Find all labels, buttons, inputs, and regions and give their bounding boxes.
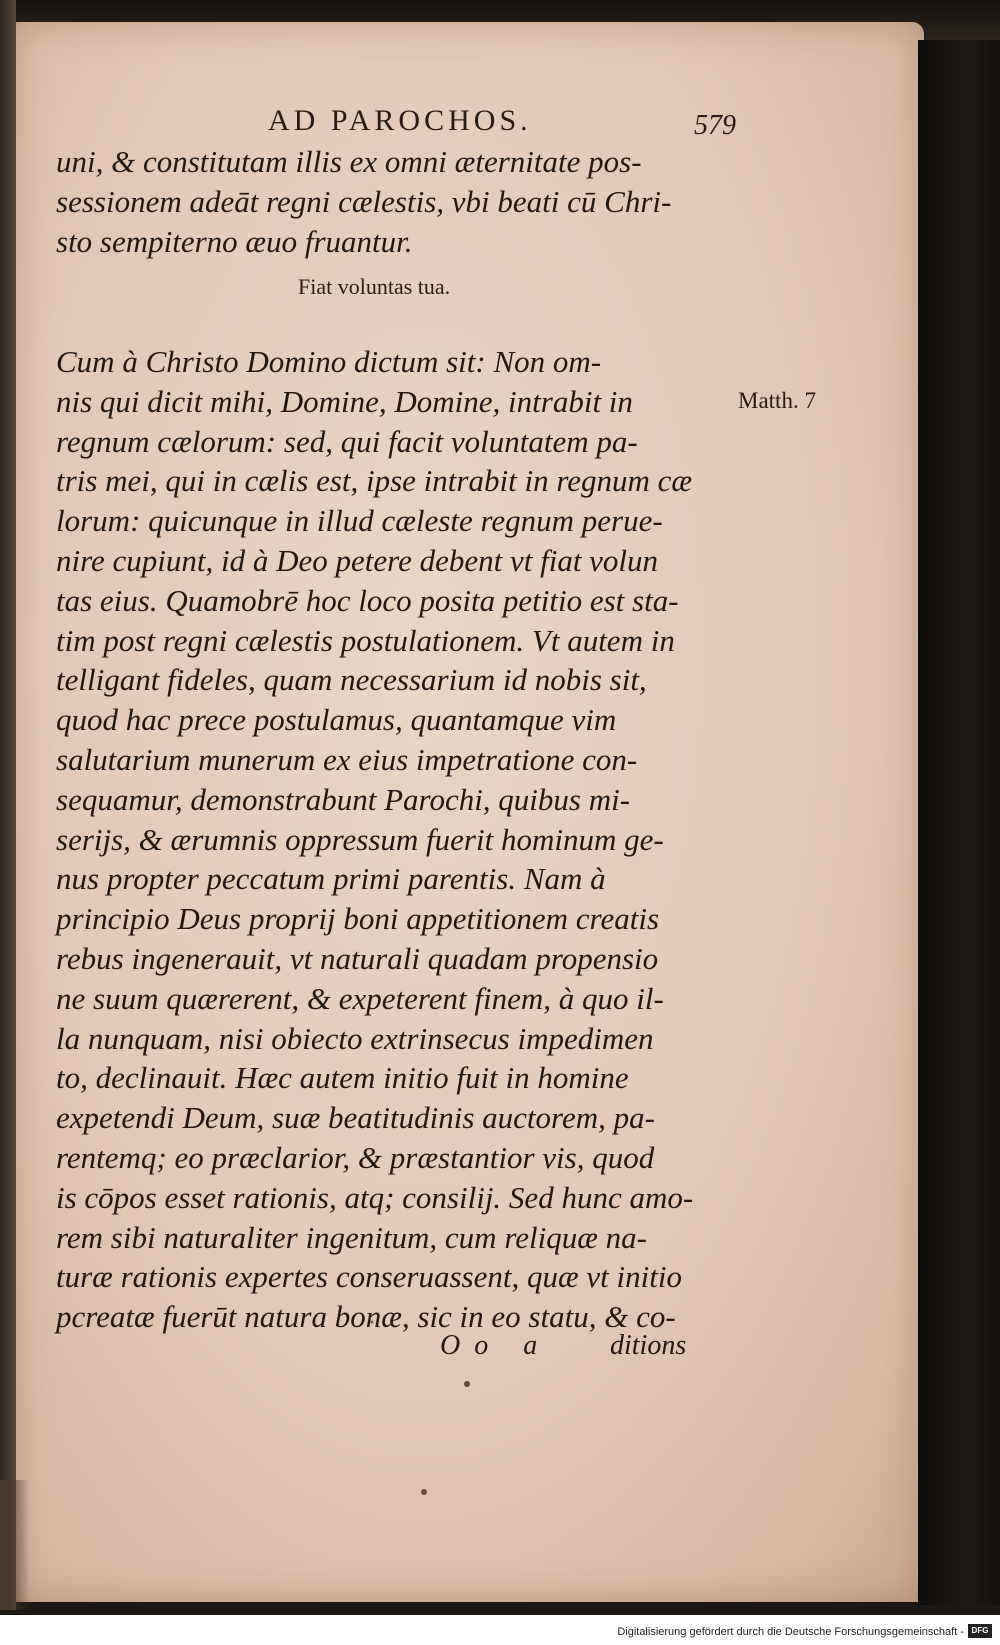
signature-mark: Oo a [440,1330,552,1361]
paper-speck [464,1381,470,1387]
text-line: Cum à Christo Domino dictum sit: Non om- [56,344,602,379]
dfg-logo: DFG [968,1624,992,1638]
text-line: telligant fideles, quam necessarium id nobis sit, [56,662,647,698]
body-text [56,342,736,1337]
text-line: uni, & constitutam illis ex omni æternitate pos- [56,144,642,179]
text-line: nus propter peccatum primi parentis. Nam à [56,861,606,897]
text-line: tim post regni cælestis postulationem. Vt autem in [56,622,675,658]
text-line: la nunquam, nisi obiecto extrinsecus impedimen [56,1020,654,1056]
text-line: turæ rationis expertes conseruassent, quæ vt initio [56,1259,682,1295]
text-line: quod hac prece postulamus, quantamque vim [56,702,617,738]
text-line: sessionem adeāt regni cælestis, vbi beati cū Chri- [56,183,672,219]
text-line: serijs, & ærumnis oppressum fuerit hominum ge- [56,821,664,857]
text-line: tris mei, qui in cælis est, ipse intrabit in regnum cæ [56,463,693,499]
text-line: rem sibi naturaliter ingenitum, cum reliquæ na- [56,1219,647,1255]
text-line: ne suum quærerent, & expeterent finem, à quo il- [56,980,664,1016]
paper-speck [421,1489,427,1495]
text-line: to, declinauit. Hæc autem initio fuit in homine [56,1060,629,1096]
text-line: salutarium munerum ex eius impetratione con- [56,741,638,777]
text-line: sto sempiterno æuo fruantur. [56,223,413,259]
text-line: tas eius. Quamobrē hoc loco posita petitio est sta- [56,582,679,618]
text-line: regnum cælorum: sed, qui facit voluntatem pa- [56,423,638,459]
text-line: nis qui dicit mihi, Domine, Domine, intrabit in [56,383,633,419]
text-line: sequamur, demonstrabunt Parochi, quibus mi- [56,781,631,817]
footer-credit: Digitalisierung gefördert durch die Deutsche Forschungsgemeinschaft - [617,1626,964,1638]
running-head: AD PAROCHOS. [268,104,532,137]
scan-right-background [918,40,1000,1605]
page-number: 579 [694,110,736,141]
text-line: pcreatæ fuerūt natura bonæ, sic in eo statu, & co- [56,1299,676,1335]
text-line: nire cupiunt, id à Deo petere debent vt fiat volun [56,542,659,578]
text-line: lorum: quicunque in illud cæleste regnum perue- [56,503,663,539]
margin-note: Matth. 7 [738,388,816,413]
text-line: is cōpos esset rationis, atq; consilij. Sed hunc amo- [56,1179,694,1215]
text-line: expetendi Deum, suæ beatitudinis auctorem, pa- [56,1100,655,1136]
text-line: rebus ingenerauit, vt naturali quadam propensio [56,940,659,976]
text-line: rentemq; eo præclarior, & præstantior vis, quod [56,1139,655,1175]
text-line: principio Deus proprij boni appetitionem creatis [56,901,660,937]
continued-text [56,142,736,261]
section-heading: Fiat voluntas tua. [298,274,451,299]
catchword: ditions [610,1330,687,1361]
